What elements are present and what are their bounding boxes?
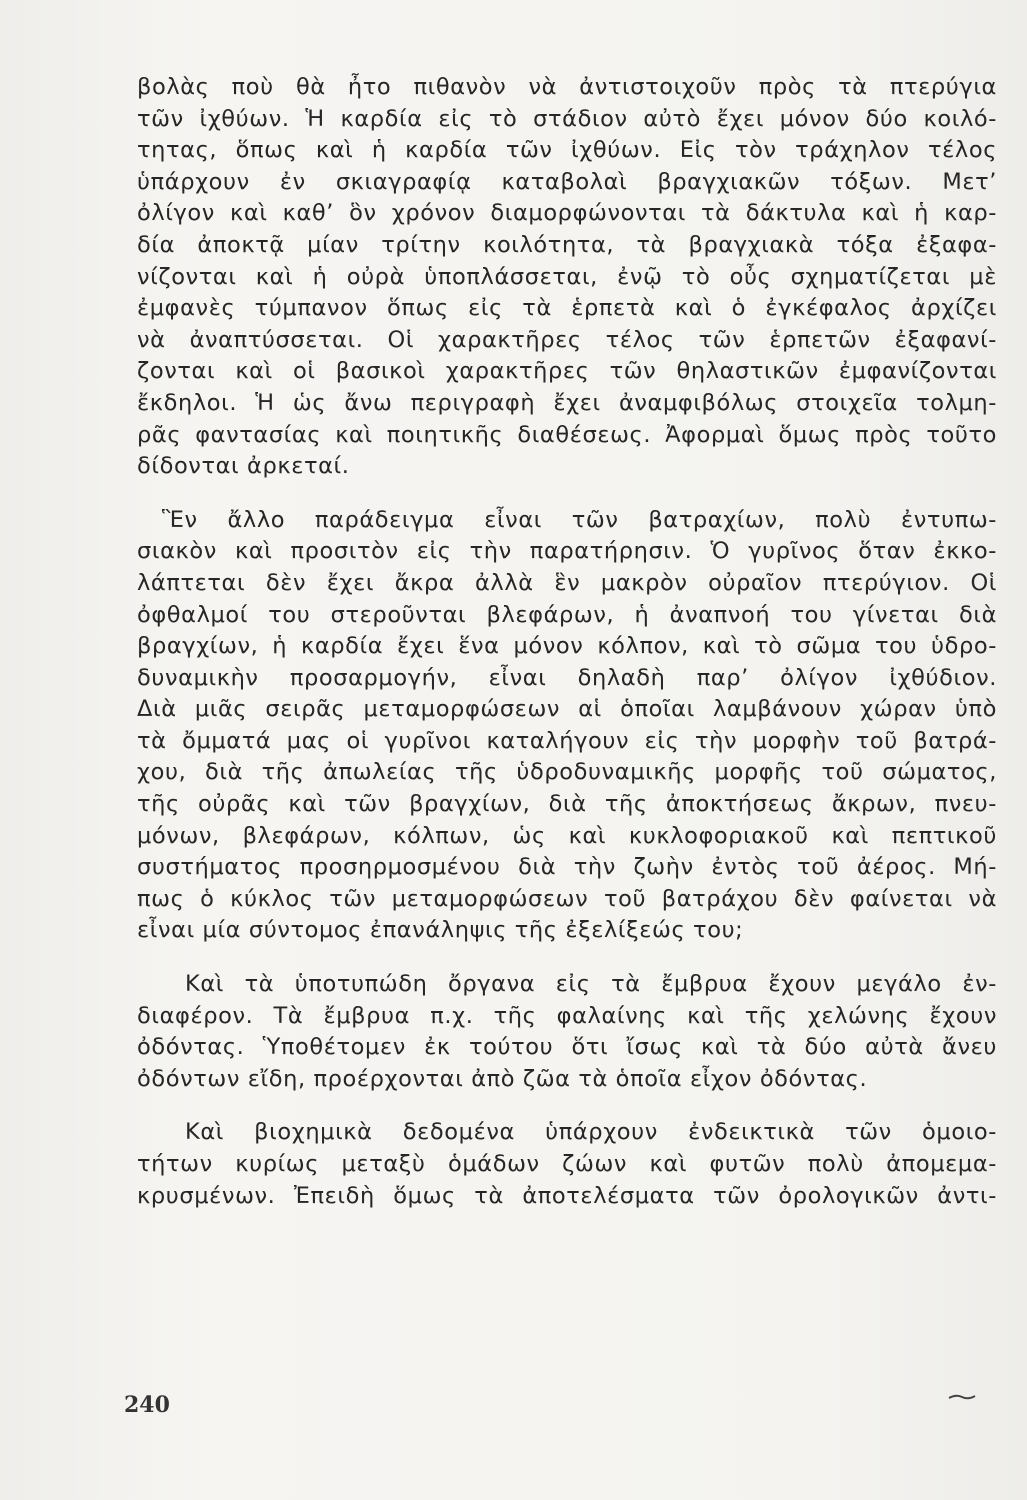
text-line: δίδονται ἀρκεταί. bbox=[137, 453, 350, 480]
text-line: ὀλίγον καὶ καθ’ ὃν χρόνον διαμορφώνονται τὰ δάκτυλα καὶ ἡ καρ- bbox=[137, 200, 997, 227]
text-line: ζονται καὶ οἱ βασικοὶ χαρακτῆρες τῶν θηλαστικῶν ἐμφανίζονται bbox=[137, 358, 997, 385]
text-line: ἔκδηλοι. Ἡ ὡς ἄνω περιγραφὴ ἔχει ἀναμφιβόλως στοιχεῖα τολμη- bbox=[137, 389, 997, 416]
body-text bbox=[137, 72, 997, 1212]
text-line: λάπτεται δὲν ἔχει ἄκρα ἀλλὰ ἓν μακρὸν οὐραῖον πτερύγιον. Οἱ bbox=[137, 569, 997, 596]
text-line: ὀδόντας. Ὑποθέτομεν ἐκ τούτου ὅτι ἴσως καὶ τὰ δύο αὐτὰ ἄνευ bbox=[137, 1034, 997, 1061]
text-line: ὀδόντων εἴδη, προέρχονται ἀπὸ ζῶα τὰ ὁποῖα εἶχον ὀδόντας. bbox=[137, 1065, 868, 1092]
text-line: βραγχίων, ἡ καρδία ἔχει ἕνα μόνον κόλπον, καὶ τὸ σῶμα του ὑδρο- bbox=[137, 633, 997, 660]
text-line: τῶν ἰχθύων. Ἡ καρδία εἰς τὸ στάδιον αὐτὸ ἔχει μόνον δύο κοιλό- bbox=[137, 105, 997, 132]
text-line: νίζονται καὶ ἡ οὐρὰ ὑποπλάσσεται, ἐνῷ τὸ οὖς σχηματίζεται μὲ bbox=[137, 263, 997, 290]
text-line: σιακὸν καὶ προσιτὸν εἰς τὴν παρατήρησιν. Ὁ γυρῖνος ὅταν ἐκκο- bbox=[137, 538, 997, 565]
paragraph-1 bbox=[137, 72, 997, 483]
text-line: πως ὁ κύκλος τῶν μεταμορφώσεων τοῦ βατράχου δὲν φαίνεται νὰ bbox=[137, 885, 997, 912]
text-line: βολὰς ποὺ θὰ ἦτο πιθανὸν νὰ ἀντιστοιχοῦν πρὸς τὰ πτερύγια bbox=[137, 74, 997, 100]
page-number: 240 bbox=[124, 1392, 170, 1418]
paragraph-spacer bbox=[137, 1095, 997, 1117]
text-line: ὑπάρχουν ἐν σκιαγραφίᾳ καταβολαὶ βραγχιακῶν τόξων. Μετ’ bbox=[137, 168, 997, 195]
text-line: εἶναι μία σύντομος ἐπανάληψις τῆς ἐξελίξεώς του; bbox=[137, 917, 744, 944]
text-line: κρυσμένων. Ἐπειδὴ ὅμως τὰ ἀποτελέσματα τῶν ὀρολογικῶν ἀντι- bbox=[137, 1182, 997, 1209]
text-line: δία ἀποκτᾷ μίαν τρίτην κοιλότητα, τὰ βραγχιακὰ τόξα ἐξαφα- bbox=[137, 231, 997, 258]
paragraph-2 bbox=[137, 505, 997, 947]
ink-smudge-mark bbox=[948, 1392, 976, 1402]
text-line: διαφέρον. Τὰ ἔμβρυα π.χ. τῆς φαλαίνης καὶ τῆς χελώνης ἔχουν bbox=[137, 1002, 997, 1029]
text-line: συστήματος προσηρμοσμένου διὰ τὴν ζωὴν ἐντὸς τοῦ ἀέρος. Μή- bbox=[137, 854, 997, 881]
text-line: τῆς οὐρᾶς καὶ τῶν βραγχίων, διὰ τῆς ἀποκτήσεως ἄκρων, πνευ- bbox=[137, 791, 997, 818]
text-line: μόνων, βλεφάρων, κόλπων, ὡς καὶ κυκλοφοριακοῦ καὶ πεπτικοῦ bbox=[137, 822, 997, 849]
text-line: Διὰ μιᾶς σειρᾶς μεταμορφώσεων αἱ ὁποῖαι λαμβάνουν χώραν ὑπὸ bbox=[137, 696, 997, 723]
text-line: χου, διὰ τῆς ἀπωλείας τῆς ὑδροδυναμικῆς μορφῆς τοῦ σώματος, bbox=[137, 759, 997, 786]
text-line: δυναμικὴν προσαρμογήν, εἶναι δηλαδὴ παρ’ ὀλίγον ἰχθύδιον. bbox=[137, 664, 997, 691]
text-line: ἐμφανὲς τύμπανον ὅπως εἰς τὰ ἑρπετὰ καὶ ὁ ἐγκέφαλος ἀρχίζει bbox=[137, 295, 997, 322]
paragraph-3 bbox=[137, 969, 997, 1095]
paragraph-spacer bbox=[137, 483, 997, 505]
paragraph-4 bbox=[137, 1117, 997, 1212]
text-line: Καὶ τὰ ὑποτυπώδη ὄργανα εἰς τὰ ἔμβρυα ἔχουν μεγάλο ἐν- bbox=[185, 971, 997, 998]
text-line: τὰ ὄμματά μας οἱ γυρῖνοι καταλήγουν εἰς τὴν μορφὴν τοῦ βατρά- bbox=[137, 727, 997, 754]
text-line: Ἓν ἄλλο παράδειγμα εἶναι τῶν βατραχίων, πολὺ ἐντυπω- bbox=[162, 506, 997, 533]
text-line: τήτων κυρίως μεταξὺ ὁμάδων ζώων καὶ φυτῶν πολὺ ἀπομεμα- bbox=[137, 1151, 997, 1177]
text-line: τητας, ὅπως καὶ ἡ καρδία τῶν ἰχθύων. Εἰς τὸν τράχηλον τέλος bbox=[137, 137, 997, 164]
text-line: ρᾶς φαντασίας καὶ ποιητικῆς διαθέσεως. Ἀφορμαὶ ὅμως πρὸς τοῦτο bbox=[137, 421, 997, 448]
text-line: ὀφθαλμοί του στεροῦνται βλεφάρων, ἡ ἀναπνοή του γίνεται διὰ bbox=[137, 601, 997, 628]
paragraph-spacer bbox=[137, 947, 997, 969]
text-line: Καὶ βιοχημικὰ δεδομένα ὑπάρχουν ἐνδεικτικὰ τῶν ὁμοιο- bbox=[185, 1119, 997, 1146]
text-line: νὰ ἀναπτύσσεται. Οἱ χαρακτῆρες τέλος τῶν ἑρπετῶν ἐξαφανί- bbox=[137, 326, 997, 353]
